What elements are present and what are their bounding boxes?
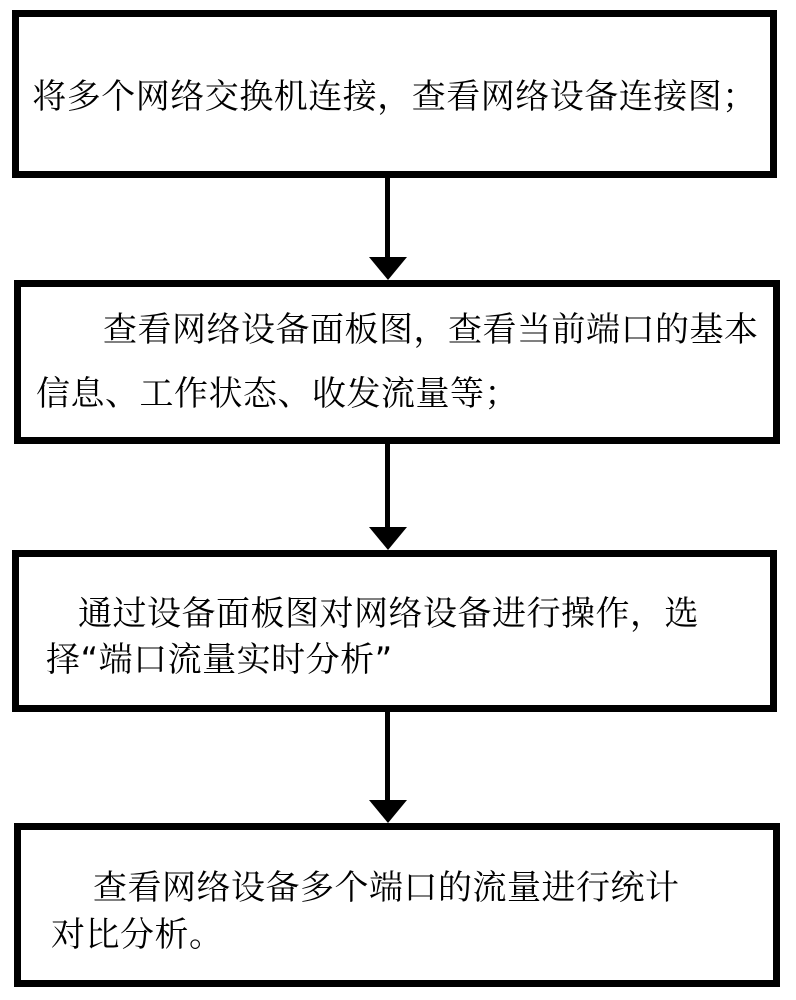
arrow-head — [369, 257, 407, 280]
arrow-head — [369, 527, 407, 550]
flow-step-2-line-2: 信息、工作状态、收发流量等； — [36, 374, 519, 414]
flow-step-3-text — [19, 591, 770, 683]
flow-step-1-box — [12, 10, 777, 178]
flow-step-3-line-2: 择“端口流量实时分析” — [46, 640, 393, 680]
flow-step-4-line-1: 查看网络设备多个端口的流量进行统计 — [93, 868, 680, 908]
flow-step-3-box — [12, 550, 777, 712]
arrow-shaft — [385, 444, 390, 530]
flow-step-2-box — [14, 280, 780, 444]
flow-step-2-text — [21, 298, 773, 426]
flow-step-4-line-2: 对比分析。 — [51, 915, 224, 955]
arrow-head — [369, 800, 407, 823]
flow-step-1-line-1: 将多个网络交换机连接，查看网络设备连接图； — [32, 77, 757, 117]
flow-step-4-text — [21, 865, 773, 959]
down-arrow-icon — [368, 178, 408, 280]
flow-step-1-text — [19, 68, 770, 120]
flow-step-4-box — [14, 823, 780, 987]
down-arrow-icon — [368, 712, 408, 823]
down-arrow-icon — [368, 444, 408, 550]
arrow-shaft — [385, 712, 390, 803]
flow-step-2-line-1: 查看网络设备面板图，查看当前端口的基本 — [103, 310, 759, 350]
arrow-shaft — [385, 178, 390, 260]
flow-step-3-line-1: 通过设备面板图对网络设备进行操作，选 — [78, 594, 699, 634]
